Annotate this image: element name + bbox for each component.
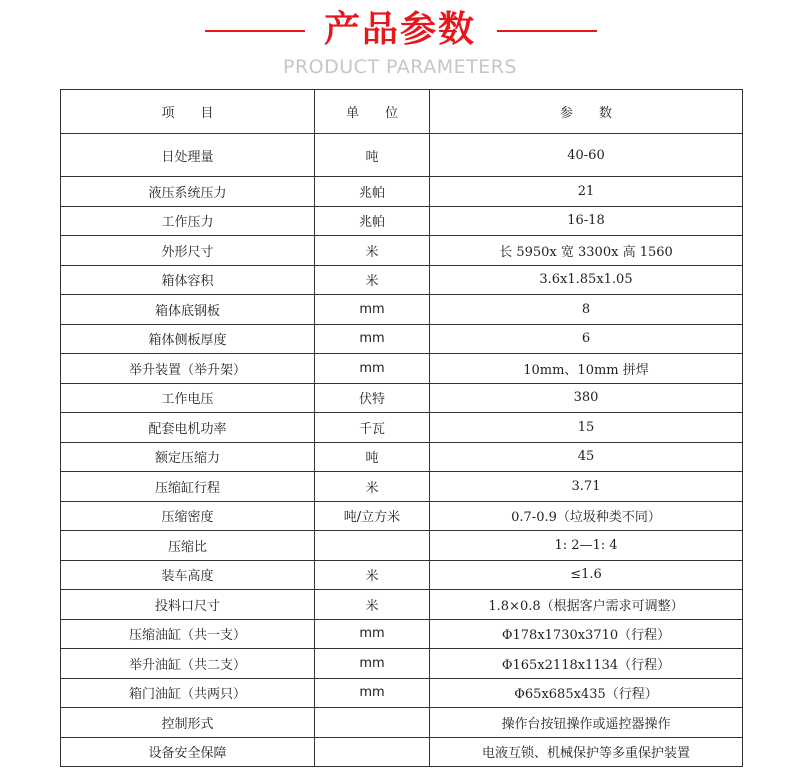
title-divider-right [497, 30, 597, 32]
table-row [61, 295, 743, 325]
unit-cell: 伏特 [315, 383, 430, 413]
value-cell: 40-60 [430, 134, 743, 177]
item-cell: 压缩密度 [61, 501, 315, 531]
unit-cell: mm [315, 678, 430, 708]
unit-cell: 吨/立方米 [315, 501, 430, 531]
value-cell: 1.8×0.8（根据客户需求可调整） [430, 590, 743, 620]
table-row [61, 560, 743, 590]
unit-cell: 米 [315, 265, 430, 295]
value-cell: ≤1.6 [430, 560, 743, 590]
unit-cell: 吨 [315, 134, 430, 177]
unit-cell: 米 [315, 560, 430, 590]
item-cell: 液压系统压力 [61, 177, 315, 207]
table-row [61, 737, 743, 767]
page-title: 产品参数 [323, 9, 476, 50]
parameters-table [60, 89, 743, 767]
unit-cell: 米 [315, 590, 430, 620]
value-cell: 21 [430, 177, 743, 207]
item-cell: 压缩油缸（共一支） [61, 619, 315, 649]
table-row [61, 265, 743, 295]
item-cell: 箱体底钢板 [61, 295, 315, 325]
item-cell: 设备安全保障 [61, 737, 315, 767]
table-row [61, 619, 743, 649]
unit-cell [315, 531, 430, 561]
table-row [61, 472, 743, 502]
item-cell: 外形尺寸 [61, 236, 315, 266]
value-cell: 8 [430, 295, 743, 325]
value-cell: 45 [430, 442, 743, 472]
table-row [61, 134, 743, 177]
item-cell: 压缩缸行程 [61, 472, 315, 502]
item-cell: 压缩比 [61, 531, 315, 561]
header-value: 参 数 [430, 90, 743, 134]
item-cell: 箱门油缸（共两只） [61, 678, 315, 708]
value-cell: 操作台按钮操作或遥控器操作 [430, 708, 743, 738]
value-cell: 电液互锁、机械保护等多重保护装置 [430, 737, 743, 767]
table-row [61, 590, 743, 620]
table-row [61, 177, 743, 207]
value-cell: 380 [430, 383, 743, 413]
unit-cell: 吨 [315, 442, 430, 472]
item-cell: 额定压缩力 [61, 442, 315, 472]
item-cell: 日处理量 [61, 134, 315, 177]
value-cell: 15 [430, 413, 743, 443]
page-subtitle: PRODUCT PARAMETERS [282, 56, 517, 78]
unit-cell: 千瓦 [315, 413, 430, 443]
unit-cell: mm [315, 619, 430, 649]
table-row [61, 354, 743, 384]
unit-cell [315, 737, 430, 767]
item-cell: 箱体容积 [61, 265, 315, 295]
unit-cell: 兆帕 [315, 177, 430, 207]
unit-cell: mm [315, 324, 430, 354]
unit-cell: 兆帕 [315, 206, 430, 236]
item-cell: 工作电压 [61, 383, 315, 413]
page-header [0, 0, 800, 88]
value-cell: 6 [430, 324, 743, 354]
table-row [61, 206, 743, 236]
value-cell: 长 5950x 宽 3300x 高 1560 [430, 236, 743, 266]
unit-cell: mm [315, 649, 430, 679]
value-cell: 10mm、10mm 拼焊 [430, 354, 743, 384]
value-cell: 1: 2—1: 4 [430, 531, 743, 561]
table-row [61, 442, 743, 472]
header-unit: 单 位 [315, 90, 430, 134]
item-cell: 控制形式 [61, 708, 315, 738]
header-item: 项 目 [61, 90, 315, 134]
table-row [61, 649, 743, 679]
item-cell: 投料口尺寸 [61, 590, 315, 620]
value-cell: Φ165x2118x1134（行程） [430, 649, 743, 679]
value-cell: Φ65x685x435（行程） [430, 678, 743, 708]
item-cell: 配套电机功率 [61, 413, 315, 443]
value-cell: 3.6x1.85x1.05 [430, 265, 743, 295]
table-row [61, 501, 743, 531]
table-row [61, 383, 743, 413]
unit-cell: mm [315, 295, 430, 325]
item-cell: 工作压力 [61, 206, 315, 236]
unit-cell: 米 [315, 472, 430, 502]
table-row [61, 708, 743, 738]
item-cell: 举升装置（举升架） [61, 354, 315, 384]
value-cell: 3.71 [430, 472, 743, 502]
table-row [61, 413, 743, 443]
item-cell: 装车高度 [61, 560, 315, 590]
unit-cell: mm [315, 354, 430, 384]
table-row [61, 531, 743, 561]
table-header-row [61, 90, 743, 134]
value-cell: Φ178x1730x3710（行程） [430, 619, 743, 649]
value-cell: 16-18 [430, 206, 743, 236]
table-row [61, 678, 743, 708]
item-cell: 举升油缸（共二支） [61, 649, 315, 679]
unit-cell: 米 [315, 236, 430, 266]
table-row [61, 324, 743, 354]
item-cell: 箱体侧板厚度 [61, 324, 315, 354]
value-cell: 0.7-0.9（垃圾种类不同） [430, 501, 743, 531]
table-row [61, 236, 743, 266]
unit-cell [315, 708, 430, 738]
